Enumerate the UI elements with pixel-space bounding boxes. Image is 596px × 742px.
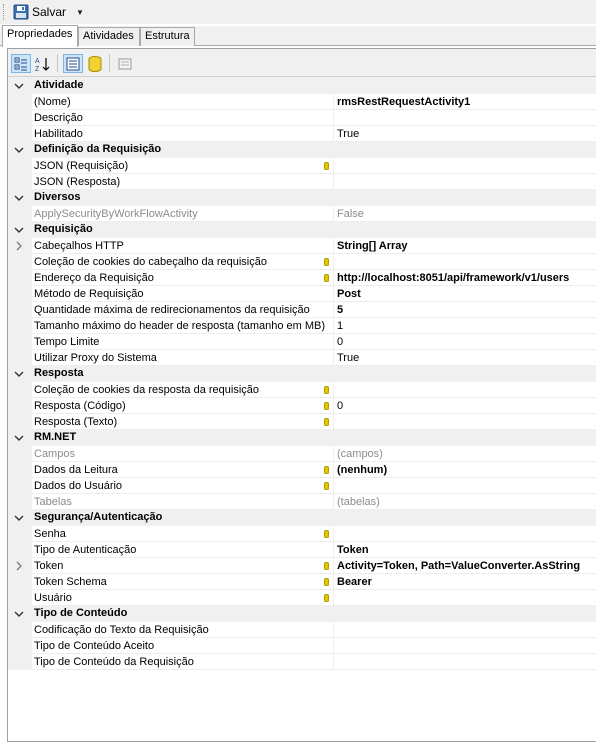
column-divider: [333, 638, 334, 654]
expand-chevron-icon[interactable]: [14, 561, 24, 571]
column-divider: [333, 590, 334, 606]
property-name: Tipo de Conteúdo da Requisição: [34, 656, 194, 668]
property-name: Token Schema: [34, 576, 107, 588]
column-divider: [333, 558, 334, 574]
property-value[interactable]: 5: [337, 304, 344, 316]
tab-propriedades[interactable]: [2, 25, 78, 47]
row-margin: [8, 462, 32, 478]
property-row-resposta-codigo[interactable]: [8, 398, 596, 414]
property-row-endereco-da-requisicao[interactable]: [8, 270, 596, 286]
property-row-metodo-de-requisicao[interactable]: [8, 286, 596, 302]
category-rm-net[interactable]: [8, 430, 596, 446]
property-row-token[interactable]: [8, 558, 596, 574]
column-divider: [333, 414, 334, 430]
column-divider: [333, 350, 334, 366]
tab-estrutura[interactable]: [140, 27, 195, 46]
property-grid: [7, 48, 596, 742]
collapse-chevron-icon[interactable]: [14, 81, 24, 91]
row-margin: [8, 158, 32, 174]
column-divider: [333, 110, 334, 126]
category-diversos[interactable]: [8, 190, 596, 206]
property-value[interactable]: False: [337, 208, 364, 220]
database-binding-icon[interactable]: [324, 466, 329, 474]
property-grid-rows: [8, 78, 596, 741]
property-name: Usuário: [34, 592, 72, 604]
property-pages-button[interactable]: [115, 54, 135, 73]
dropdown-arrow-icon[interactable]: ▼: [76, 7, 84, 17]
database-binding-icon[interactable]: [324, 162, 329, 170]
property-row-colecao-de-cookies-da-resposta-da-requisicao[interactable]: [8, 382, 596, 398]
svg-text:Z: Z: [35, 65, 40, 72]
row-margin: [8, 638, 32, 654]
property-name: Quantidade máxima de redirecionamentos da requisição: [34, 304, 310, 316]
property-name: Tamanho máximo do header de resposta (tamanho em MB): [34, 320, 326, 332]
category-label: Definição da Requisição: [34, 143, 162, 155]
database-binding-icon[interactable]: [324, 562, 329, 570]
property-grid-toolbar: [8, 49, 596, 77]
row-margin: [8, 574, 32, 590]
property-name: Descrição: [34, 112, 83, 124]
row-margin: [8, 590, 32, 606]
category-label: Segurança/Autenticação: [34, 511, 163, 523]
categorized-icon: [14, 57, 28, 71]
column-divider: [333, 382, 334, 398]
property-name: Tipo de Conteúdo Aceito: [34, 640, 155, 652]
svg-text:A: A: [35, 57, 40, 65]
property-row-habilitado[interactable]: [8, 126, 596, 142]
alphabetical-button[interactable]: [33, 54, 53, 73]
property-value[interactable]: True: [337, 352, 360, 364]
category-atividade[interactable]: [8, 78, 596, 94]
column-divider: [333, 398, 334, 414]
property-name: Tabelas: [34, 496, 72, 508]
property-row-usuario[interactable]: [8, 590, 596, 606]
database-binding-icon[interactable]: [324, 578, 329, 586]
column-divider: [333, 542, 334, 558]
property-name: Senha: [34, 528, 66, 540]
events-button[interactable]: [85, 54, 105, 73]
tab-label: Atividades: [83, 30, 134, 42]
property-name: Token: [34, 560, 64, 572]
properties-icon: [66, 57, 80, 71]
database-binding-icon[interactable]: [324, 482, 329, 490]
toolbar-grip[interactable]: [3, 4, 7, 20]
property-value[interactable]: (tabelas): [337, 496, 380, 508]
row-margin: [8, 174, 32, 190]
row-margin: [8, 318, 32, 334]
property-row-json-resposta[interactable]: [8, 174, 596, 190]
collapse-chevron-icon[interactable]: [14, 193, 24, 203]
properties-button[interactable]: [63, 54, 83, 73]
collapse-chevron-icon[interactable]: [14, 433, 24, 443]
row-margin: [8, 110, 32, 126]
save-button[interactable]: [9, 2, 70, 22]
category-label: Requisição: [34, 223, 93, 235]
category-label: Diversos: [34, 191, 81, 203]
row-margin: [8, 446, 32, 462]
property-name: Coleção de cookies do cabeçalho da requisição: [34, 256, 267, 268]
property-name: Codificação do Texto da Requisição: [34, 624, 209, 636]
property-row-utilizar-proxy-do-sistema[interactable]: [8, 350, 596, 366]
property-row-tipo-de-conteudo-da-requisicao[interactable]: [8, 654, 596, 670]
property-value[interactable]: 0: [337, 400, 344, 412]
property-row-json-requisicao[interactable]: [8, 158, 596, 174]
row-margin: [8, 94, 32, 110]
property-name: Coleção de cookies da resposta da requisição: [34, 384, 260, 396]
property-name: Tipo de Autenticação: [34, 544, 137, 556]
row-margin: [8, 542, 32, 558]
save-label: Salvar: [32, 5, 67, 19]
property-pages-icon: [118, 57, 132, 71]
row-margin: [8, 398, 32, 414]
row-margin: [8, 526, 32, 542]
column-divider: [333, 494, 334, 510]
property-name: JSON (Requisição): [34, 160, 129, 172]
category-label: Resposta: [34, 367, 84, 379]
column-divider: [333, 446, 334, 462]
property-value[interactable]: (nenhum): [337, 464, 388, 476]
category-label: Tipo de Conteúdo: [34, 607, 128, 619]
column-divider: [333, 574, 334, 590]
row-margin: [8, 350, 32, 366]
property-name: Campos: [34, 448, 75, 460]
category-requisicao[interactable]: [8, 222, 596, 238]
property-name: Dados da Leitura: [34, 464, 118, 476]
column-divider: [333, 238, 334, 254]
row-margin: [8, 622, 32, 638]
property-name: Endereço da Requisição: [34, 272, 154, 284]
column-divider: [333, 158, 334, 174]
property-value[interactable]: http://localhost:8051/api/framework/v1/users: [337, 272, 570, 284]
row-margin: [8, 382, 32, 398]
events-icon: [88, 56, 102, 72]
floppy-disk-icon: [13, 4, 29, 20]
property-value[interactable]: String[] Array: [337, 240, 408, 252]
toolbar-separator: [109, 54, 110, 72]
tab-atividades[interactable]: [78, 27, 140, 46]
row-margin: [8, 654, 32, 670]
property-name: JSON (Resposta): [34, 176, 121, 188]
property-value[interactable]: Token: [337, 544, 369, 556]
column-divider: [333, 286, 334, 302]
property-row-dados-da-leitura[interactable]: [8, 462, 596, 478]
column-divider: [333, 302, 334, 318]
database-binding-icon[interactable]: [324, 402, 329, 410]
property-name: ApplySecurityByWorkFlowActivity: [34, 208, 198, 220]
column-divider: [333, 526, 334, 542]
property-row-nome[interactable]: [8, 94, 596, 110]
row-margin: [8, 270, 32, 286]
category-resposta[interactable]: [8, 366, 596, 382]
column-divider: [333, 318, 334, 334]
collapse-chevron-icon[interactable]: [14, 609, 24, 619]
property-row-tabelas[interactable]: [8, 494, 596, 510]
row-margin: [8, 286, 32, 302]
property-row-senha[interactable]: [8, 526, 596, 542]
property-name: (Nome): [34, 96, 71, 108]
property-row-descricao[interactable]: [8, 110, 596, 126]
category-label: RM.NET: [34, 431, 77, 443]
category-definicao-da-requisicao[interactable]: [8, 142, 596, 158]
property-row-cabecalhos-http[interactable]: [8, 238, 596, 254]
row-margin: [8, 206, 32, 222]
column-divider: [333, 462, 334, 478]
property-name: Utilizar Proxy do Sistema: [34, 352, 157, 364]
property-name: Tempo Limite: [34, 336, 100, 348]
property-row-dados-do-usuario[interactable]: [8, 478, 596, 494]
collapse-chevron-icon[interactable]: [14, 145, 24, 155]
categorized-button[interactable]: [11, 54, 31, 73]
property-name: Dados do Usuário: [34, 480, 123, 492]
column-divider: [333, 334, 334, 350]
property-row-token-schema[interactable]: [8, 574, 596, 590]
category-seguranca-autenticacao[interactable]: [8, 510, 596, 526]
collapse-chevron-icon[interactable]: [14, 225, 24, 235]
row-margin: [8, 254, 32, 270]
property-value[interactable]: (campos): [337, 448, 383, 460]
property-row-resposta-texto[interactable]: [8, 414, 596, 430]
database-binding-icon[interactable]: [324, 594, 329, 602]
property-name: Resposta (Texto): [34, 416, 118, 428]
tab-label: Estrutura: [145, 30, 190, 42]
row-margin: [8, 302, 32, 318]
row-margin: [8, 478, 32, 494]
row-margin: [8, 334, 32, 350]
property-name: Resposta (Código): [34, 400, 126, 412]
database-binding-icon[interactable]: [324, 386, 329, 394]
property-row-tamanho-maximo-do-header-de-resposta-tamanho-em-mb[interactable]: [8, 318, 596, 334]
property-value[interactable]: Post: [337, 288, 361, 300]
property-value[interactable]: Bearer: [337, 576, 372, 588]
property-name: Método de Requisição: [34, 288, 144, 300]
property-name: Cabeçalhos HTTP: [34, 240, 124, 252]
property-row-applysecuritybyworkflowactivity[interactable]: [8, 206, 596, 222]
property-value[interactable]: 0: [337, 336, 344, 348]
property-name: Habilitado: [34, 128, 83, 140]
expand-chevron-icon[interactable]: [14, 241, 24, 251]
property-row-colecao-de-cookies-do-cabecalho-da-requisicao[interactable]: [8, 254, 596, 270]
property-value[interactable]: rmsRestRequestActivity1: [337, 96, 471, 108]
property-row-campos[interactable]: [8, 446, 596, 462]
column-divider: [333, 126, 334, 142]
tab-strip: [0, 26, 596, 46]
property-row-tipo-de-conteudo-aceito[interactable]: [8, 638, 596, 654]
row-margin: [8, 126, 32, 142]
tab-label: Propriedades: [7, 28, 73, 40]
column-divider: [333, 254, 334, 270]
top-toolbar: [0, 0, 596, 24]
property-value[interactable]: 1: [337, 320, 344, 332]
database-binding-icon[interactable]: [324, 530, 329, 538]
column-divider: [333, 622, 334, 638]
column-divider: [333, 94, 334, 110]
row-margin: [8, 414, 32, 430]
property-row-tempo-limite[interactable]: [8, 334, 596, 350]
category-label: Atividade: [34, 79, 84, 91]
category-tipo-de-conteudo[interactable]: [8, 606, 596, 622]
property-row-tipo-de-autenticacao[interactable]: [8, 542, 596, 558]
collapse-chevron-icon[interactable]: [14, 513, 24, 523]
column-divider: [333, 478, 334, 494]
property-value[interactable]: True: [337, 128, 360, 140]
property-row-quantidade-maxima-de-redirecionamentos-da-requisicao[interactable]: [8, 302, 596, 318]
column-divider: [333, 270, 334, 286]
property-row-codificacao-do-texto-da-requisicao[interactable]: [8, 622, 596, 638]
row-margin: [8, 494, 32, 510]
property-value[interactable]: Activity=Token, Path=ValueConverter.AsString: [337, 560, 581, 572]
column-divider: [333, 654, 334, 670]
alphabetical-icon: [35, 56, 51, 72]
database-binding-icon[interactable]: [324, 274, 329, 282]
toolbar-separator: [57, 54, 58, 72]
collapse-chevron-icon[interactable]: [14, 369, 24, 379]
database-binding-icon[interactable]: [324, 418, 329, 426]
database-binding-icon[interactable]: [324, 258, 329, 266]
column-divider: [333, 174, 334, 190]
column-divider: [333, 206, 334, 222]
